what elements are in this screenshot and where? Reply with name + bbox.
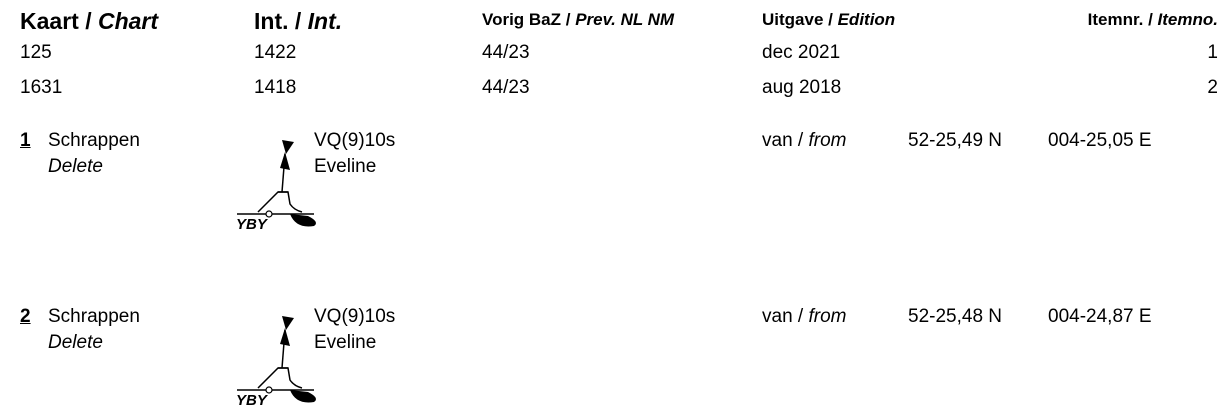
row-1-prev: 44/23 xyxy=(482,42,530,63)
header-chart xyxy=(20,8,158,35)
item-1-from-sep: / xyxy=(792,130,809,151)
header-prev-en: Prev. NL NM xyxy=(575,10,675,29)
item-1-longitude: 004-25,05 E xyxy=(1048,130,1152,151)
item-2-name: Eveline xyxy=(314,332,377,353)
header-edition-en: Edition xyxy=(837,10,896,29)
item-1-light: VQ(9)10s xyxy=(314,130,396,151)
header-itemno-sep: / xyxy=(1143,10,1158,29)
header-chart-sep: / xyxy=(78,8,98,34)
item-1-from-en: from xyxy=(808,130,847,151)
item-1-action-nl: Schrappen xyxy=(48,130,140,151)
item-1-name: Eveline xyxy=(314,156,377,177)
row-1-itemno: 1 xyxy=(1207,42,1218,63)
header-edition xyxy=(762,10,895,30)
header-int-nl: Int. xyxy=(254,8,289,34)
item-1-number: 1 xyxy=(20,130,31,151)
header-itemno-nl: Itemnr. xyxy=(1087,10,1144,29)
item-1-latitude: 52-25,49 N xyxy=(908,130,1003,151)
header-int-en: Int. xyxy=(307,8,343,34)
row-1-int: 1422 xyxy=(254,42,297,63)
header-edition-nl: Uitgave xyxy=(762,10,824,29)
header-chart-en: Chart xyxy=(97,8,159,34)
header-prev-nm xyxy=(482,10,674,30)
row-2-prev: 44/23 xyxy=(482,77,530,98)
header-prev-nl: Vorig BaZ xyxy=(482,10,562,29)
item-2-latitude: 52-25,48 N xyxy=(908,306,1003,327)
row-1-chart: 125 xyxy=(20,42,52,63)
item-2-from-sep: / xyxy=(792,306,809,327)
item-2-from xyxy=(762,306,846,328)
item-2-number: 2 xyxy=(20,306,31,327)
header-itemno xyxy=(1088,10,1218,30)
item-2-action-nl: Schrappen xyxy=(48,306,140,327)
item-2-from-nl: van xyxy=(762,306,793,327)
item-2-longitude: 004-24,87 E xyxy=(1048,306,1152,327)
row-2-chart: 1631 xyxy=(20,77,63,98)
item-2-light: VQ(9)10s xyxy=(314,306,396,327)
item-2-action-en: Delete xyxy=(48,332,103,353)
topmark-cone-upper xyxy=(282,140,294,154)
item-1-action-en: Delete xyxy=(48,156,103,177)
header-itemno-en: Itemno. xyxy=(1157,10,1218,29)
item-2-buoy-label: YBY xyxy=(236,392,267,409)
header-prev-sep: / xyxy=(561,10,576,29)
header-int xyxy=(254,8,342,35)
row-1-edition: dec 2021 xyxy=(762,42,841,63)
item-2-from-en: from xyxy=(808,306,847,327)
header-int-sep: / xyxy=(288,8,308,34)
item-1-from xyxy=(762,130,846,152)
row-2-edition: aug 2018 xyxy=(762,77,842,98)
item-1-from-nl: van xyxy=(762,130,793,151)
row-2-int: 1418 xyxy=(254,77,297,98)
header-chart-nl: Kaart xyxy=(20,8,79,34)
header-edition-sep: / xyxy=(823,10,838,29)
item-1-buoy-label: YBY xyxy=(236,216,267,233)
row-2-itemno: 2 xyxy=(1207,77,1218,98)
topmark-cone-upper xyxy=(282,316,294,330)
